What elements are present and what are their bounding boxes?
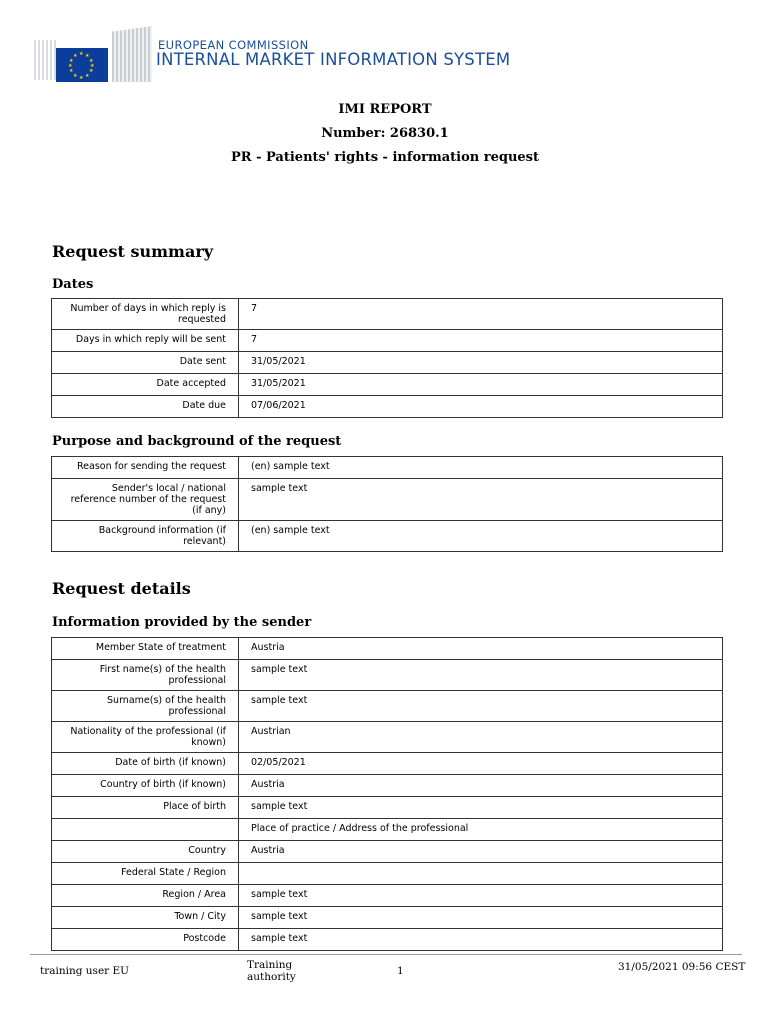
row-label: Number of days in which reply is requested bbox=[52, 299, 239, 330]
row-value: 31/05/2021 bbox=[239, 352, 723, 374]
table-row bbox=[52, 330, 723, 352]
table-row bbox=[52, 691, 723, 722]
row-value: 02/05/2021 bbox=[239, 753, 723, 775]
section-info-sender: Information provided by the sender bbox=[52, 615, 312, 630]
row-value: Austrian bbox=[239, 722, 723, 753]
row-label: Days in which reply will be sent bbox=[52, 330, 239, 352]
row-value: (en) sample text bbox=[239, 457, 723, 479]
report-subject: PR - Patients' rights - information request bbox=[230, 150, 539, 165]
footer-user: training user EU bbox=[40, 965, 130, 977]
row-value: Austria bbox=[239, 841, 723, 863]
section-request-summary: Request summary bbox=[52, 242, 214, 261]
row-value: Place of practice / Address of the professional bbox=[239, 819, 723, 841]
row-label: Date of birth (if known) bbox=[52, 753, 239, 775]
section-request-details: Request details bbox=[52, 579, 191, 598]
row-value: sample text bbox=[239, 660, 723, 691]
table-row bbox=[52, 638, 723, 660]
dates-table bbox=[51, 298, 723, 418]
row-value: sample text bbox=[239, 479, 723, 521]
table-row bbox=[52, 352, 723, 374]
row-value: sample text bbox=[239, 885, 723, 907]
row-value: sample text bbox=[239, 691, 723, 722]
report-title: IMI REPORT bbox=[338, 102, 432, 117]
row-label: Place of birth bbox=[52, 797, 239, 819]
row-value: sample text bbox=[239, 929, 723, 951]
footer-timestamp: 31/05/2021 09:56 CEST bbox=[618, 961, 746, 973]
row-label: Country bbox=[52, 841, 239, 863]
row-value bbox=[239, 863, 723, 885]
section-purpose: Purpose and background of the request bbox=[52, 434, 342, 449]
table-row bbox=[52, 753, 723, 775]
purpose-table bbox=[51, 456, 723, 552]
row-value: 07/06/2021 bbox=[239, 396, 723, 418]
row-label: Country of birth (if known) bbox=[52, 775, 239, 797]
page-footer bbox=[30, 954, 746, 995]
row-label: Federal State / Region bbox=[52, 863, 239, 885]
row-label: Surname(s) of the health professional bbox=[52, 691, 239, 722]
table-row bbox=[52, 299, 723, 330]
row-label: Member State of treatment bbox=[52, 638, 239, 660]
table-row bbox=[52, 841, 723, 863]
row-value: 31/05/2021 bbox=[239, 374, 723, 396]
row-value: sample text bbox=[239, 797, 723, 819]
system-name: INTERNAL MARKET INFORMATION SYSTEM bbox=[156, 50, 511, 69]
footer-authority: Training authority bbox=[247, 959, 296, 983]
row-label: Postcode bbox=[52, 929, 239, 951]
table-row bbox=[52, 660, 723, 691]
row-label: Town / City bbox=[52, 907, 239, 929]
table-row bbox=[52, 885, 723, 907]
section-dates: Dates bbox=[52, 277, 94, 292]
table-row bbox=[52, 722, 723, 753]
table-row bbox=[52, 374, 723, 396]
table-row bbox=[52, 396, 723, 418]
eu-flag-icon: ★ ★ ★ ★ ★ ★ ★ ★ ★ ★ ★ ★ bbox=[56, 48, 108, 82]
table-row bbox=[52, 797, 723, 819]
table-row bbox=[52, 521, 723, 552]
table-row bbox=[52, 929, 723, 951]
footer-page-number: 1 bbox=[397, 965, 404, 977]
row-label bbox=[52, 819, 239, 841]
org-name: EUROPEAN COMMISSION bbox=[158, 38, 309, 52]
row-value: 7 bbox=[239, 330, 723, 352]
table-row bbox=[52, 819, 723, 841]
row-label: First name(s) of the health professional bbox=[52, 660, 239, 691]
table-row bbox=[52, 479, 723, 521]
page-header bbox=[34, 26, 511, 82]
row-label: Region / Area bbox=[52, 885, 239, 907]
row-label: Background information (if relevant) bbox=[52, 521, 239, 552]
row-value: (en) sample text bbox=[239, 521, 723, 552]
report-number: Number: 26830.1 bbox=[321, 126, 449, 141]
row-label: Reason for sending the request bbox=[52, 457, 239, 479]
table-row bbox=[52, 775, 723, 797]
row-value: Austria bbox=[239, 775, 723, 797]
row-value: Austria bbox=[239, 638, 723, 660]
row-value: sample text bbox=[239, 907, 723, 929]
table-row bbox=[52, 863, 723, 885]
row-label: Date accepted bbox=[52, 374, 239, 396]
row-label: Date sent bbox=[52, 352, 239, 374]
table-row bbox=[52, 907, 723, 929]
table-row bbox=[52, 457, 723, 479]
row-label: Nationality of the professional (if known) bbox=[52, 722, 239, 753]
european-commission-logo bbox=[34, 26, 152, 82]
sender-table bbox=[51, 637, 723, 951]
row-label: Sender's local / national reference number of the request (if any) bbox=[52, 479, 239, 521]
row-label: Date due bbox=[52, 396, 239, 418]
row-value: 7 bbox=[239, 299, 723, 330]
